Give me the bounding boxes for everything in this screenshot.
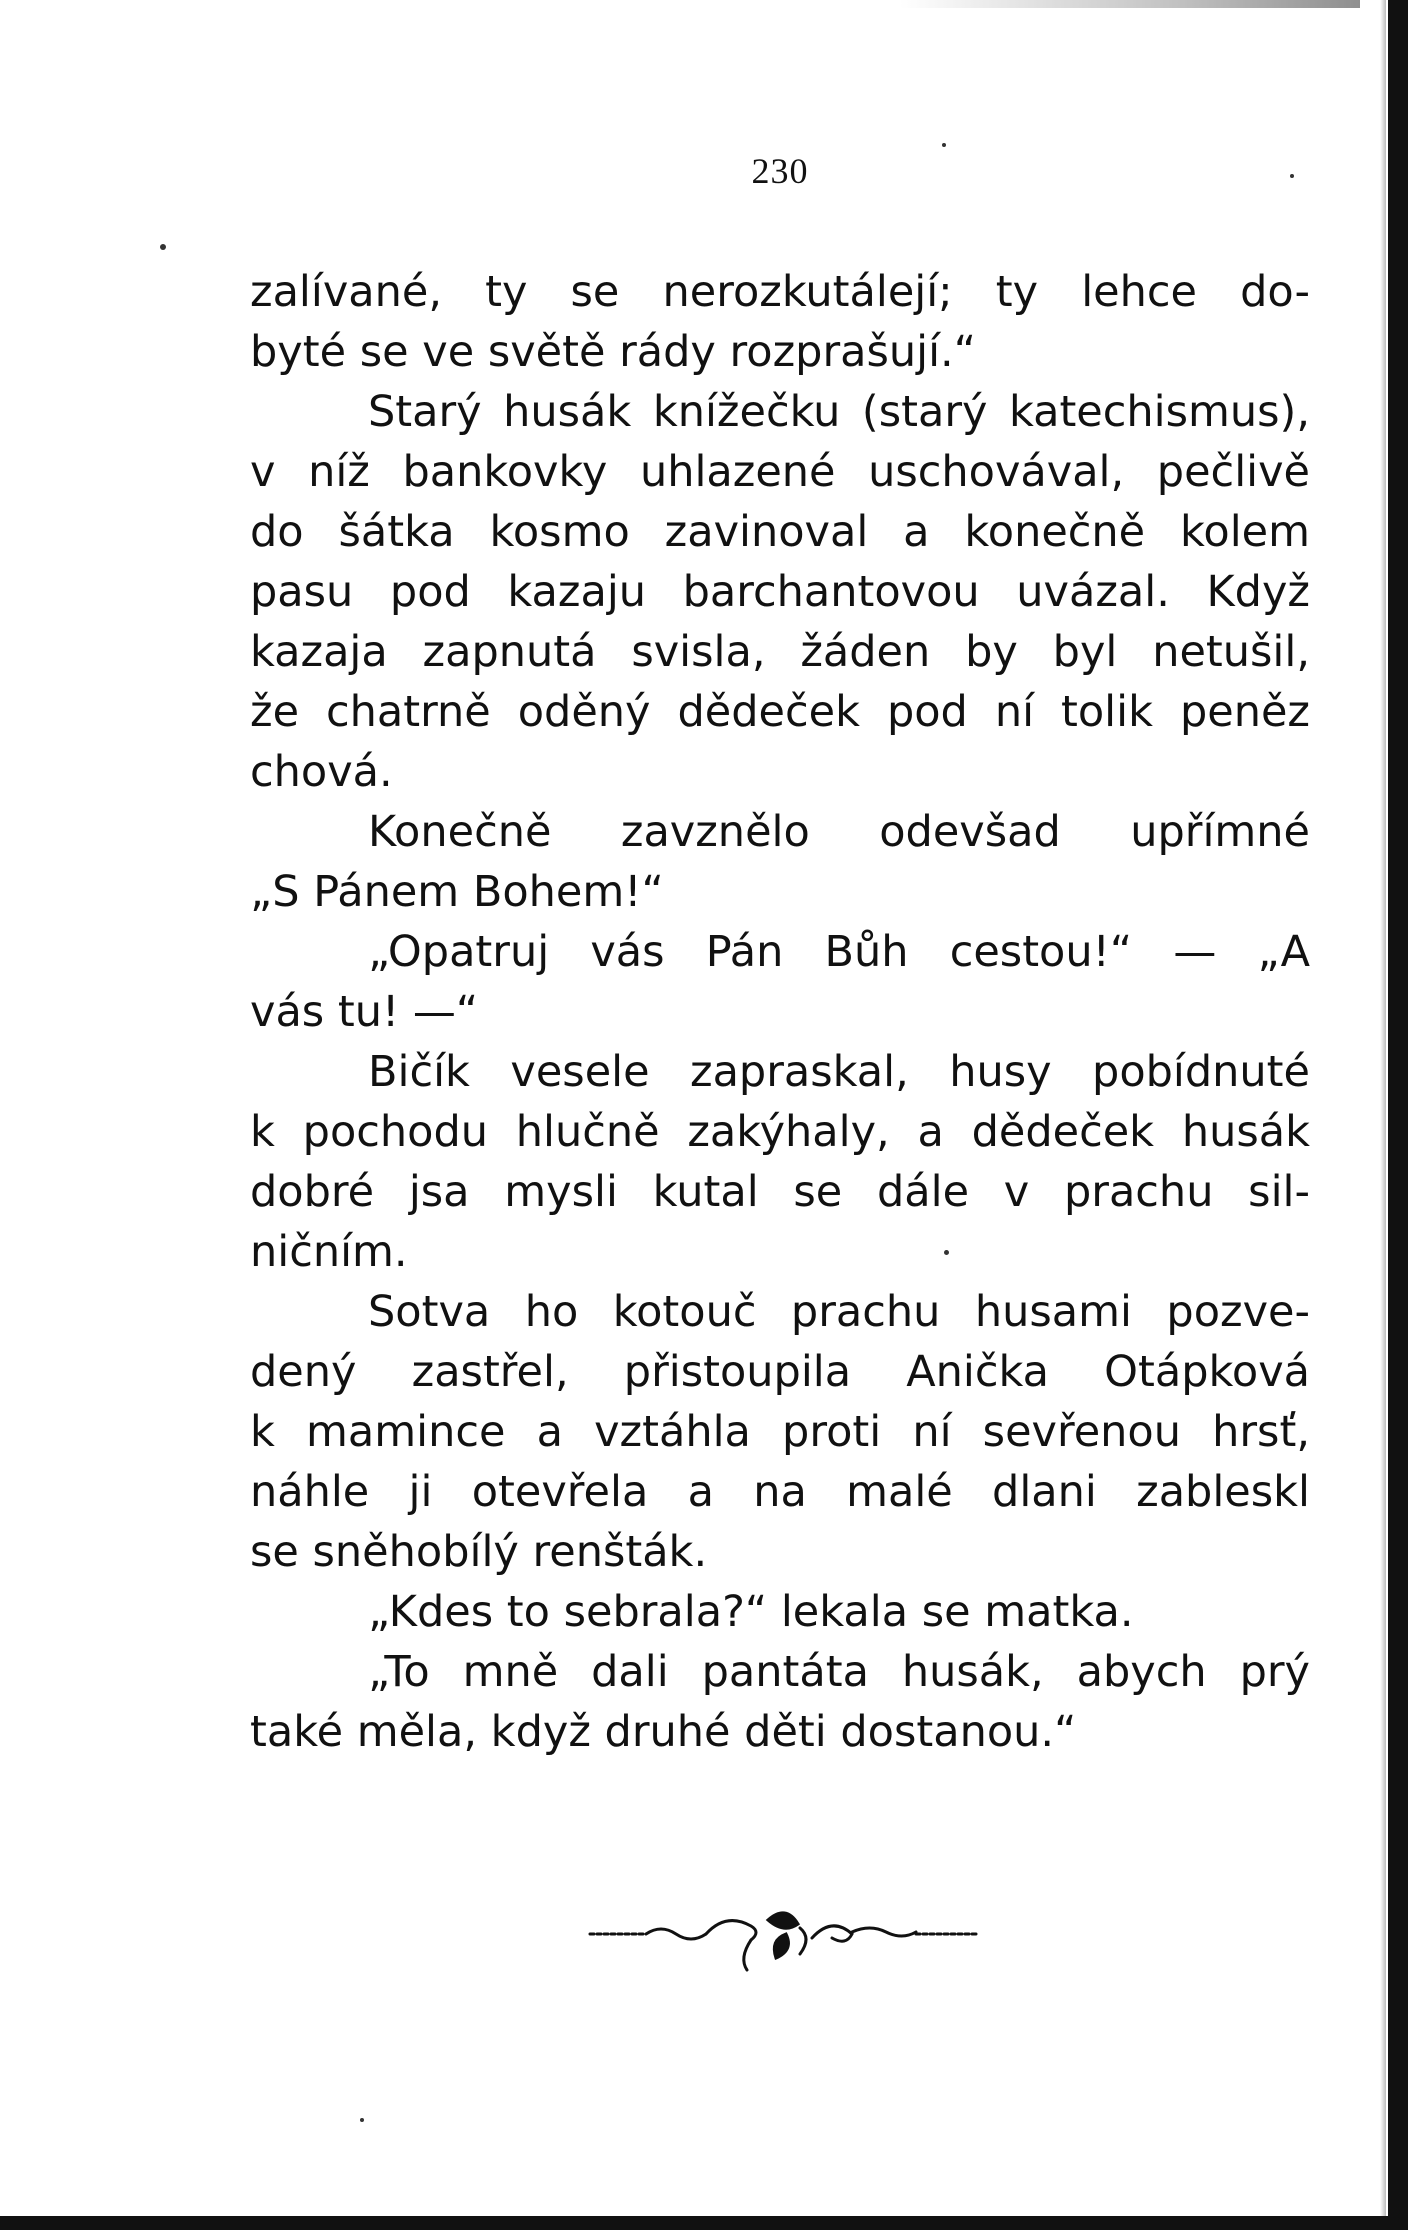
text-line: Konečně zavznělo odevšad upřímné xyxy=(368,807,1310,857)
scan-speck xyxy=(942,143,946,147)
text-line: pasu pod kazaju barchantovou uvázal. Když xyxy=(250,567,1310,617)
text-line: vás tu! —“ xyxy=(250,987,479,1037)
text-line: dený zastřel, přistoupila Anička Otápková xyxy=(250,1347,1310,1397)
body-text xyxy=(250,262,1310,1762)
text-line: v níž bankovky uhlazené uschovával, pečlivě xyxy=(250,447,1310,497)
text-line: „S Pánem Bohem!“ xyxy=(250,867,664,917)
text-line: byté se ve světě rády rozprašují.“ xyxy=(250,327,976,377)
text-line: „Opatruj vás Pán Bůh cestou!“ — „A xyxy=(368,927,1310,977)
text-line: „Kdes to sebrala?“ lekala se matka. xyxy=(368,1587,1134,1637)
text-line: k pochodu hlučně zakýhaly, a dědeček husák xyxy=(250,1107,1310,1157)
text-line: Sotva ho kotouč prachu husami pozve- xyxy=(368,1287,1310,1337)
text-line: chová. xyxy=(250,747,393,797)
text-line: náhle ji otevřela a na malé dlani zableskl xyxy=(250,1467,1310,1517)
text-line: „To mně dali pantáta husák, abych prý xyxy=(368,1647,1310,1697)
text-line: také měla, když druhé děti dostanou.“ xyxy=(250,1707,1077,1757)
scan-speck xyxy=(360,2118,364,2122)
text-line: dobré jsa mysli kutal se dále v prachu sil- xyxy=(250,1167,1310,1217)
text-line: zalívané, ty se nerozkutálejí; ty lehce do- xyxy=(250,267,1310,317)
floral-vignette-icon xyxy=(586,1898,980,1978)
scan-bottom-border xyxy=(0,2216,1408,2230)
text-line: se sněhobílý renšták. xyxy=(250,1527,708,1577)
text-line: ničním. xyxy=(250,1227,408,1277)
text-line: Bičík vesele zapraskal, husy pobídnuté xyxy=(368,1047,1310,1097)
scan-edge-noise xyxy=(900,0,1360,8)
scan-speck xyxy=(160,244,166,250)
text-line: že chatrně oděný dědeček pod ní tolik peněz xyxy=(250,687,1310,737)
text-line: do šátka kosmo zavinoval a konečně kolem xyxy=(250,507,1310,557)
text-line: Starý husák knížečku (starý katechismus), xyxy=(368,387,1310,437)
text-line: k mamince a vztáhla proti ní sevřenou hrsť, xyxy=(250,1407,1310,1457)
scan-right-border xyxy=(1388,0,1408,2230)
text-line: kazaja zapnutá svisla, žáden by byl netušil, xyxy=(250,627,1310,677)
page-number: 230 xyxy=(751,151,809,191)
